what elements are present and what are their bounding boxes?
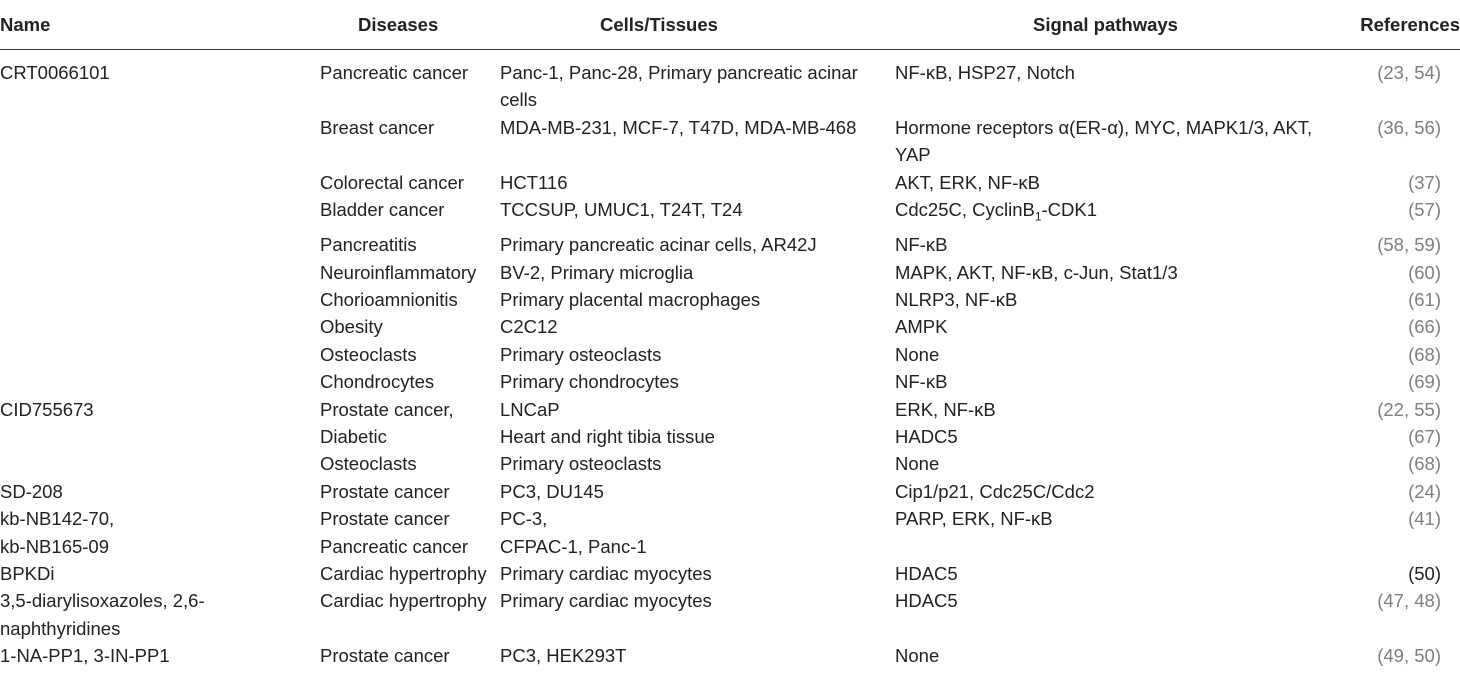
table-row bbox=[0, 196, 1460, 231]
reference-paren: ( bbox=[1408, 425, 1415, 447]
signal-pathways-cell bbox=[895, 533, 1345, 560]
table-row bbox=[0, 560, 1460, 587]
signal-text: Hormone receptors α(ER-α), MYC, MAPK1/3, AKT, YAP bbox=[895, 116, 1313, 166]
disease-cell: Pancreatic cancer bbox=[320, 535, 469, 557]
reference-paren: ) bbox=[1434, 453, 1441, 475]
reference-link[interactable]: 55 bbox=[1414, 398, 1435, 420]
disease-cell: Chondrocytes bbox=[320, 371, 435, 393]
signal-pathways-cell bbox=[895, 423, 1345, 450]
cells-tissues-cell: Panc-1, Panc-28, Primary pancreatic acinar cells bbox=[500, 62, 858, 111]
reference-paren: ) bbox=[1434, 199, 1441, 221]
reference-link[interactable]: 61 bbox=[1414, 288, 1435, 310]
cells-tissues-cell: C2C12 bbox=[500, 316, 558, 338]
cells-tissues-cell: PC3, DU145 bbox=[500, 480, 604, 502]
reference-link[interactable]: 22 bbox=[1383, 398, 1404, 420]
references-cell bbox=[1345, 587, 1460, 642]
table-row bbox=[0, 231, 1460, 258]
signal-pathways-cell bbox=[895, 587, 1345, 642]
cells-tissues-cell: BV-2, Primary microglia bbox=[500, 261, 694, 283]
signal-text: NLRP3, NF-κB bbox=[895, 288, 1018, 310]
disease-cell: Colorectal cancer bbox=[320, 171, 464, 193]
cells-tissues-cell: Primary cardiac myocytes bbox=[500, 563, 712, 584]
disease-cell: Prostate cancer bbox=[320, 645, 450, 667]
compound-name: kb-NB165-09 bbox=[0, 535, 110, 557]
table-row bbox=[0, 313, 1460, 340]
references-cell bbox=[1345, 341, 1460, 368]
cells-tissues-cell: Primary cardiac myocytes bbox=[500, 590, 712, 612]
compound-name bbox=[0, 286, 320, 313]
reference-paren: ( bbox=[1408, 288, 1415, 310]
disease-cell: Prostate cancer, bbox=[320, 398, 454, 420]
signal-text: ERK, NF-κB bbox=[895, 398, 996, 420]
reference-paren: ( bbox=[1377, 234, 1384, 256]
compound-name bbox=[0, 231, 320, 258]
reference-link[interactable]: 68 bbox=[1414, 453, 1435, 475]
table-row bbox=[0, 423, 1460, 450]
compound-name bbox=[0, 423, 320, 450]
disease-cell: Neuroinflammatory bbox=[320, 261, 477, 283]
table-row bbox=[0, 259, 1460, 286]
signal-text: NF-κB bbox=[895, 371, 948, 393]
compound-name: CID755673 bbox=[0, 398, 94, 420]
table-row bbox=[0, 50, 1460, 114]
table-row bbox=[0, 533, 1460, 560]
signal-subscript: 1 bbox=[1034, 209, 1042, 224]
signal-text: MAPK, AKT, NF-κB, c-Jun, Stat1/3 bbox=[895, 261, 1178, 283]
disease-cell: Pancreatic cancer bbox=[320, 62, 469, 83]
references-cell bbox=[1345, 50, 1460, 114]
signal-text: NF-κB bbox=[895, 234, 948, 256]
reference-paren: ( bbox=[1377, 645, 1384, 667]
compound-name bbox=[0, 313, 320, 340]
reference-paren: ) bbox=[1434, 116, 1441, 138]
signal-pathways-cell bbox=[895, 313, 1345, 340]
signal-pathways-cell bbox=[895, 341, 1345, 368]
compound-name bbox=[0, 341, 320, 368]
reference-paren: ( bbox=[1408, 316, 1415, 338]
signal-pathways-cell bbox=[895, 286, 1345, 313]
compound-name bbox=[0, 196, 320, 231]
compound-name bbox=[0, 450, 320, 477]
disease-cell: Cardiac hypertrophy bbox=[320, 563, 487, 584]
reference-link[interactable]: 58 bbox=[1383, 234, 1404, 256]
references-cell bbox=[1345, 642, 1460, 669]
compound-name: CRT0066101 bbox=[0, 62, 110, 83]
cells-tissues-cell: Primary osteoclasts bbox=[500, 453, 662, 475]
references-cell bbox=[1345, 259, 1460, 286]
disease-cell: Osteoclasts bbox=[320, 343, 417, 365]
signal-pathways-cell bbox=[895, 505, 1345, 532]
table-row bbox=[0, 368, 1460, 395]
reference-link[interactable]: 54 bbox=[1414, 62, 1435, 83]
header-signal: Signal pathways bbox=[895, 0, 1345, 50]
disease-cell: Pancreatitis bbox=[320, 234, 417, 256]
reference-paren: ) bbox=[1434, 261, 1441, 283]
reference-separator: , bbox=[1403, 62, 1415, 83]
table-row bbox=[0, 341, 1460, 368]
reference-link[interactable]: 41 bbox=[1414, 508, 1435, 530]
reference-link[interactable]: 57 bbox=[1414, 199, 1435, 221]
references-cell bbox=[1345, 450, 1460, 477]
reference-link[interactable]: 47 bbox=[1383, 590, 1404, 612]
reference-link[interactable]: 23 bbox=[1383, 62, 1404, 83]
compound-name: 1-NA-PP1, 3-IN-PP1 bbox=[0, 645, 170, 667]
disease-cell: Obesity bbox=[320, 316, 383, 338]
references-cell bbox=[1345, 169, 1460, 196]
reference-link[interactable]: 48 bbox=[1414, 590, 1435, 612]
signal-text: NF-κB, HSP27, Notch bbox=[895, 62, 1075, 83]
signal-text: HDAC5 bbox=[895, 563, 958, 584]
disease-cell: Prostate cancer bbox=[320, 508, 450, 530]
header-name: Name bbox=[0, 0, 320, 50]
signal-text: AMPK bbox=[895, 316, 948, 338]
reference-link[interactable]: 49 bbox=[1383, 645, 1404, 667]
header-row bbox=[0, 0, 1460, 50]
reference-link[interactable]: 37 bbox=[1414, 171, 1435, 193]
reference-paren: ( bbox=[1408, 171, 1415, 193]
reference-paren: ) bbox=[1434, 343, 1441, 365]
reference-link[interactable]: 66 bbox=[1414, 316, 1435, 338]
reference-separator: , bbox=[1403, 116, 1415, 138]
signal-pathways-cell bbox=[895, 478, 1345, 505]
signal-pathways-cell bbox=[895, 259, 1345, 286]
signal-pathways-cell bbox=[895, 114, 1345, 169]
cells-tissues-cell: Primary pancreatic acinar cells, AR42J bbox=[500, 234, 817, 256]
cells-tissues-cell: CFPAC-1, Panc-1 bbox=[500, 535, 647, 557]
reference-paren: ) bbox=[1434, 398, 1441, 420]
reference-link[interactable]: 56 bbox=[1414, 116, 1435, 138]
reference-link[interactable]: 50 bbox=[1414, 645, 1435, 667]
compound-name: BPKDi bbox=[0, 563, 55, 584]
reference-separator: , bbox=[1403, 398, 1415, 420]
reference-paren: ) bbox=[1434, 288, 1441, 310]
compound-name: SD-208 bbox=[0, 480, 63, 502]
reference-paren: ( bbox=[1377, 62, 1384, 83]
references-cell bbox=[1345, 313, 1460, 340]
signal-pathways-cell bbox=[895, 196, 1345, 231]
references-cell bbox=[1345, 368, 1460, 395]
cells-tissues-cell: PC-3, bbox=[500, 508, 548, 530]
table-row bbox=[0, 396, 1460, 423]
cells-tissues-cell: Heart and right tibia tissue bbox=[500, 425, 715, 447]
signal-pathways-cell bbox=[895, 560, 1345, 587]
reference-paren: ( bbox=[1408, 508, 1415, 530]
signal-pathways-cell bbox=[895, 368, 1345, 395]
reference-paren: ( bbox=[1377, 398, 1384, 420]
signal-pathways-cell bbox=[895, 231, 1345, 258]
disease-cell: Bladder cancer bbox=[320, 199, 445, 221]
reference-paren: ) bbox=[1434, 371, 1441, 393]
compound-name bbox=[0, 368, 320, 395]
reference-text: (50) bbox=[1408, 563, 1441, 584]
reference-separator: , bbox=[1403, 590, 1415, 612]
references-cell bbox=[1345, 114, 1460, 169]
reference-paren: ( bbox=[1408, 199, 1415, 221]
compound-name bbox=[0, 169, 320, 196]
reference-paren: ( bbox=[1408, 371, 1415, 393]
reference-paren: ) bbox=[1434, 480, 1441, 502]
signal-text: Cip1/p21, Cdc25C/Cdc2 bbox=[895, 480, 1095, 502]
table-row bbox=[0, 114, 1460, 169]
reference-separator: , bbox=[1403, 645, 1415, 667]
reference-paren: ( bbox=[1377, 590, 1384, 612]
reference-paren: ( bbox=[1408, 343, 1415, 365]
reference-paren: ) bbox=[1434, 645, 1441, 667]
disease-cell: Prostate cancer bbox=[320, 480, 450, 502]
compound-name bbox=[0, 259, 320, 286]
references-cell bbox=[1345, 478, 1460, 505]
signal-pathways-cell bbox=[895, 50, 1345, 114]
references-cell bbox=[1345, 286, 1460, 313]
references-cell bbox=[1345, 231, 1460, 258]
reference-paren: ) bbox=[1434, 508, 1441, 530]
table-row bbox=[0, 642, 1460, 669]
reference-paren: ( bbox=[1408, 261, 1415, 283]
references-cell bbox=[1345, 396, 1460, 423]
table-row bbox=[0, 478, 1460, 505]
references-cell bbox=[1345, 423, 1460, 450]
signal-text: HDAC5 bbox=[895, 590, 958, 612]
reference-link[interactable]: 24 bbox=[1414, 480, 1435, 502]
cells-tissues-cell: Primary placental macrophages bbox=[500, 288, 761, 310]
reference-paren: ) bbox=[1434, 234, 1441, 256]
reference-paren: ) bbox=[1434, 590, 1441, 612]
table-row bbox=[0, 169, 1460, 196]
compound-name bbox=[0, 114, 320, 169]
signal-pathways-cell bbox=[895, 642, 1345, 669]
signal-text: None bbox=[895, 453, 940, 475]
reference-paren: ) bbox=[1434, 62, 1441, 83]
cells-tissues-cell: LNCaP bbox=[500, 398, 560, 420]
cells-tissues-cell: Primary osteoclasts bbox=[500, 343, 662, 365]
table-row bbox=[0, 450, 1460, 477]
signal-text: PARP, ERK, NF-κB bbox=[895, 508, 1053, 530]
reference-link[interactable]: 68 bbox=[1414, 343, 1435, 365]
disease-cell: Osteoclasts bbox=[320, 453, 417, 475]
reference-paren: ( bbox=[1408, 453, 1415, 475]
reference-paren: ) bbox=[1434, 425, 1441, 447]
reference-paren: ( bbox=[1377, 116, 1384, 138]
references-cell bbox=[1345, 560, 1460, 587]
cells-tissues-cell: HCT116 bbox=[500, 171, 568, 193]
compound-name: kb-NB142-70, bbox=[0, 508, 115, 530]
signal-text: AKT, ERK, NF-κB bbox=[895, 171, 1040, 193]
disease-cell: Chorioamnionitis bbox=[320, 288, 458, 310]
reference-paren: ( bbox=[1408, 480, 1415, 502]
signal-tail: -CDK1 bbox=[1041, 199, 1098, 221]
signal-text: HADC5 bbox=[895, 425, 958, 447]
cells-tissues-cell: MDA-MB-231, MCF-7, T47D, MDA-MB-468 bbox=[500, 116, 857, 138]
signal-text: Cdc25C, CyclinB bbox=[895, 199, 1035, 221]
disease-cell: Diabetic bbox=[320, 425, 387, 447]
signal-text: None bbox=[895, 343, 940, 365]
signal-pathways-cell bbox=[895, 396, 1345, 423]
reference-link[interactable]: 67 bbox=[1414, 425, 1435, 447]
disease-cell: Cardiac hypertrophy bbox=[320, 590, 487, 612]
reference-link[interactable]: 69 bbox=[1414, 371, 1435, 393]
disease-cell: Breast cancer bbox=[320, 116, 435, 138]
signal-pathways-cell bbox=[895, 450, 1345, 477]
signal-pathways-cell bbox=[895, 169, 1345, 196]
table-row bbox=[0, 587, 1460, 642]
cells-tissues-cell: PC3, HEK293T bbox=[500, 645, 627, 667]
reference-link[interactable]: 36 bbox=[1383, 116, 1404, 138]
compound-name: 3,5-diarylisoxazoles, 2,6-naphthyridines bbox=[0, 590, 205, 639]
header-refs: References bbox=[1345, 0, 1460, 50]
table-row bbox=[0, 286, 1460, 313]
references-cell bbox=[1345, 505, 1460, 532]
header-diseases: Diseases bbox=[320, 0, 500, 50]
table-row bbox=[0, 505, 1460, 532]
cells-tissues-cell: TCCSUP, UMUC1, T24T, T24 bbox=[500, 199, 743, 221]
reference-link[interactable]: 60 bbox=[1414, 261, 1435, 283]
reference-link[interactable]: 59 bbox=[1414, 234, 1435, 256]
signal-text: None bbox=[895, 645, 940, 667]
reference-paren: ) bbox=[1434, 171, 1441, 193]
references-cell bbox=[1345, 533, 1460, 560]
cells-tissues-cell: Primary chondrocytes bbox=[500, 371, 679, 393]
reference-separator: , bbox=[1403, 234, 1415, 256]
references-cell bbox=[1345, 196, 1460, 231]
header-cells: Cells/Tissues bbox=[500, 0, 895, 50]
reference-paren: ) bbox=[1434, 316, 1441, 338]
